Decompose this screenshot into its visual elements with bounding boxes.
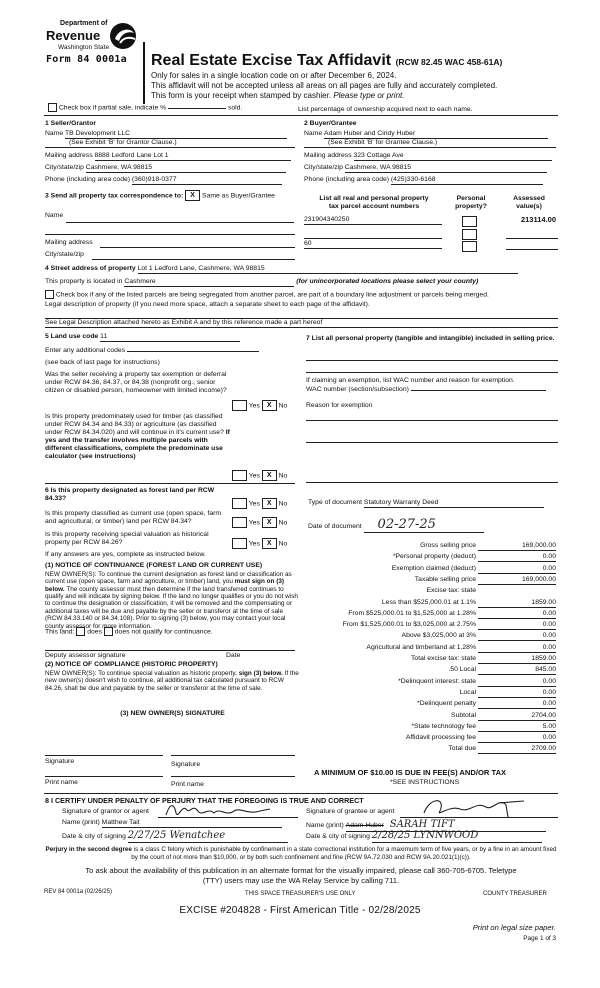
- seller-phone-field[interactable]: [132, 176, 282, 185]
- seller-mailing-field[interactable]: [95, 152, 291, 161]
- reason-line1: [306, 420, 558, 421]
- sec3-city-row: [45, 251, 84, 259]
- located-label: This property is located in: [45, 278, 123, 285]
- grantee-sig-row: [306, 808, 394, 816]
- seller-city-value: Cashmere, WA 98815: [85, 164, 153, 171]
- tax-row-label: Above $3,025,000 at 3%: [401, 632, 476, 640]
- header-divider: [143, 42, 145, 104]
- sec3-heading: 3 Send all property tax correspondence to:: [45, 192, 184, 200]
- notice1-a: NEW OWNER(S): To continue the current designation as forest land or classification as current use (open space, farm and agriculture, or timber) land, you: [45, 571, 292, 586]
- reason-line3: [306, 482, 558, 483]
- no-label: No: [278, 519, 288, 527]
- unincorporated-note: (for unincorporated locations please select your county): [296, 278, 479, 285]
- sec3-heading-row: [45, 190, 275, 201]
- tax-row-value[interactable]: 0.00: [478, 644, 556, 653]
- buyer-mailing-value: 323 Cottage Ave: [353, 152, 404, 159]
- grantor-name-value: Matthew Tait: [101, 819, 140, 826]
- rev-number: REV 84 0001a (02/26/25): [44, 889, 113, 895]
- tax-row: [306, 666, 556, 677]
- personal-header2: property?: [455, 203, 487, 211]
- tax-row: [306, 610, 556, 621]
- grantor-date-field[interactable]: [128, 830, 288, 843]
- q-historic: Is this property receiving special valuation as historical property per RCW 84.26?: [45, 531, 209, 547]
- exemption-label: If claiming an exemption, list WAC number and reason for exemption.: [306, 377, 515, 384]
- treasurer-only: THIS SPACE TREASURER'S USE ONLY: [245, 891, 356, 897]
- tax-row-label: Exemption claimed (deduct): [391, 564, 476, 572]
- tax-row: [306, 712, 556, 723]
- additional-codes-field[interactable]: [127, 351, 259, 352]
- tax-row-label: From $1,525,000.01 to $3,025,000 at 2.75%: [342, 621, 476, 629]
- tax-row-label: Total excise tax: state: [411, 655, 476, 662]
- yes-label: Yes: [248, 402, 260, 410]
- parcel-header1: List all real and personal property: [319, 195, 429, 202]
- sig-label-2: Signature: [171, 761, 201, 768]
- sec4-row: [45, 265, 518, 274]
- tax-row-value[interactable]: 0.00: [478, 678, 556, 687]
- no-label: No: [278, 500, 288, 508]
- doc-date-field[interactable]: [364, 517, 484, 533]
- form-title: [151, 52, 502, 71]
- q-timber-no[interactable]: X: [262, 470, 277, 481]
- sec3-city-line: [92, 259, 295, 260]
- assessed-3-line: [506, 249, 558, 250]
- segregated-row: [45, 290, 489, 299]
- tax-row-value[interactable]: 169,000.00: [478, 542, 556, 551]
- no-label: No: [278, 472, 288, 480]
- this-land-row: [45, 627, 213, 636]
- see-instructions: *SEE INSTRUCTIONS: [390, 779, 460, 786]
- sec3-name-row: [45, 212, 295, 220]
- personal-header: [446, 195, 496, 211]
- seller-city-row: [45, 164, 295, 173]
- located-row: [45, 278, 478, 287]
- seller-phone-value: (360)918-0377: [131, 176, 177, 183]
- tax-row-label: Affidavit processing fee: [405, 734, 476, 742]
- buyer-mailing-label: Mailing address: [304, 152, 352, 159]
- segregated-checkbox[interactable]: [45, 290, 54, 299]
- yes-label: Yes: [248, 472, 260, 480]
- notice2-body: [45, 670, 300, 692]
- seller-mailing-label: Mailing address: [45, 152, 93, 159]
- notice1-bold: must sign on (3) below.: [45, 578, 285, 593]
- tax-row: [306, 576, 556, 587]
- tax-row-label: Excise tax: state: [426, 587, 476, 595]
- tax-row-label: *Delinquent interest: state: [398, 677, 476, 685]
- q-historic-no[interactable]: X: [262, 538, 277, 549]
- q-timber-b: If yes and the transfer involves multiple parcels with different classifications, complete the predominate use calculator (see instructions): [45, 429, 230, 461]
- partial-sale-label: Check box if partial sale, indicate %: [58, 104, 167, 112]
- tax-row: [306, 621, 556, 632]
- tax-row: [306, 565, 556, 576]
- tax-row-label: Total due: [448, 745, 476, 753]
- sec3-name-line2: [45, 234, 295, 235]
- grantee-name-label: Name (print): [306, 822, 344, 829]
- notice1-title: (1) NOTICE OF CONTINUANCE (FOREST LAND OR CURRENT USE): [45, 562, 263, 569]
- buyer-mailing-row: [304, 152, 556, 161]
- grantee-date-field[interactable]: [372, 830, 542, 843]
- header-line3: [151, 91, 404, 100]
- tax-row-value[interactable]: 2709.00: [478, 745, 556, 754]
- notice1-b: The county assessor must then determine if the land transferred continues to qualify and will indicate by signing below. If the land no longer qualifies or you do not wish to continue the designation or classification, it will be removed and the compensating or additional taxes will be due and payable by the seller or transferor at the time of sale (RCW 84.33.140 or 84.34.108). Prior to signing (3) below, you may contact your local county assessor for more information.: [45, 585, 298, 630]
- wac-row: [306, 386, 546, 394]
- buyer-city-value: Cashmere, WA 98815: [344, 164, 412, 171]
- line3b: Please type or print.: [333, 91, 405, 100]
- q-exemption: Was the seller receiving a property tax exemption or deferral under RCW 84.36, 84.37, or 84.38 (nonprofit org., senior citizen or disabled person, homeowner with limited income)?: [45, 371, 227, 395]
- if-any-yes: If any answers are yes, complete as instructed below.: [45, 551, 206, 558]
- parcel-header: [304, 195, 444, 211]
- notice2-bold: sign (3) below.: [238, 670, 283, 677]
- land-use-value: 11: [100, 333, 108, 340]
- grantee-signature-scribble: [420, 795, 530, 821]
- buyer-name-row: [304, 130, 556, 139]
- grantee-date-label: Date & city of signing: [306, 833, 370, 840]
- buyer-phone-row: [304, 176, 556, 185]
- yes-label: Yes: [248, 540, 260, 548]
- seller-mailing-value: 8888 Ledford Lane Lot 1: [94, 152, 169, 159]
- does-not-label: does not qualify for continuance.: [114, 628, 213, 636]
- sec5-row: [45, 333, 240, 342]
- sig-label-1: Signature: [45, 758, 75, 765]
- q-timber-answer: [232, 470, 287, 481]
- see-back: (see back of last page for instructions): [45, 359, 160, 366]
- tax-row: [306, 553, 556, 564]
- doc-type-label: Type of document: [308, 499, 363, 506]
- seller-name2-field[interactable]: [45, 139, 295, 148]
- partial-sale: [48, 103, 242, 112]
- sec7-line2: [306, 372, 558, 373]
- legal-value: See Legal Description attached hereto as Exhibit A and by this reference made a part hereof: [45, 319, 323, 326]
- deputy-label: Deputy assessor signature: [45, 652, 126, 659]
- buyer-phone-field[interactable]: [391, 176, 543, 185]
- q-timber-yes[interactable]: [232, 470, 247, 481]
- dor-swirl-icon: [108, 21, 140, 51]
- ownership-note: List percentage of ownership acquired next to each name.: [298, 106, 473, 113]
- tax-row: [306, 678, 556, 689]
- tax-row-value[interactable]: 0.00: [478, 610, 556, 619]
- located-field[interactable]: [124, 278, 294, 287]
- sec3-mailing-row: [45, 239, 93, 247]
- buyer-name-field[interactable]: [324, 130, 548, 139]
- same-as-buyer-label: Same as Buyer/Grantee: [202, 192, 275, 200]
- no-label: No: [278, 540, 288, 548]
- page-number: Page 1 of 3: [523, 935, 556, 942]
- tax-row-label: From $525,000.01 to $1,525,000 at 1.28%: [348, 609, 476, 617]
- rule-top: [44, 115, 558, 116]
- sec3-mailing-label: Mailing address: [45, 239, 93, 246]
- q-forest-no[interactable]: X: [262, 498, 277, 509]
- tax-row-label: .50 Local: [448, 666, 476, 674]
- buyer-city-row: [304, 164, 556, 173]
- tax-row-value[interactable]: 845.00: [478, 666, 556, 675]
- tax-row-label: Taxable selling price: [414, 575, 476, 583]
- parcel-header2: tax parcel account numbers: [328, 203, 420, 211]
- tax-row-value[interactable]: 0.00: [478, 621, 556, 630]
- does-not-checkbox[interactable]: [104, 627, 113, 636]
- q-timber: [45, 413, 230, 461]
- grantee-date-value: 2/28/25 LYNNWOOD: [371, 830, 479, 841]
- sec7-line1: [306, 360, 558, 361]
- notice2-b: If the new owner(s) doesn't wish to continue, all additional tax calculated pursuant to RCW 84.26, shall be due and payable by the seller or transferor at the time of sale.: [45, 670, 299, 692]
- sec3-name-line: [66, 222, 294, 223]
- q-current-use: Is this property classified as current use (open space, farm and agricultural, or timber) land per RCW 84.34?: [45, 510, 222, 526]
- sec5-end-rule: [45, 483, 295, 484]
- accessibility-1: To ask about the availability of this publication in an alternate format for the visually impaired, please call 360-705-6705. Teletype: [85, 866, 517, 875]
- q-timber-a: Is this property predominately used for timber (as classified under RCW 84.34 and 84.33) or agriculture (as classified under RCW 84.34.020) and will continue in it's current use?: [45, 413, 224, 437]
- buyer-mailing-field[interactable]: [354, 152, 552, 161]
- tax-row-label: *State technology fee: [411, 722, 476, 730]
- q-forest-answer: [232, 498, 287, 509]
- q-exemption-yes[interactable]: [232, 400, 247, 411]
- buyer-name2-value: (See Exhibit 'B' for Grantee Clause.): [328, 139, 438, 146]
- parcel-row-3[interactable]: [304, 240, 442, 249]
- parcel-row-1[interactable]: [304, 216, 442, 225]
- grantee-sig-label: Signature of grantee or agent: [306, 808, 395, 815]
- print-label-2: Print name: [171, 781, 204, 788]
- street-address-value: Lot 1 Ledford Lane, Cashmere, WA 98815: [137, 265, 265, 272]
- tax-row-value[interactable]: 2704.00: [478, 712, 556, 721]
- perjury-text: is a class C felony which is punishable by confinement in a state correctional institution for a maximum term of five years, or by a fine in an amount fixed by the court of not more than $10,000, or by both such confinement and fine (RCW 9A.72.030 and RCW 9A.20.021(1)(c)).: [131, 846, 557, 861]
- tax-row-value[interactable]: 0.00: [478, 632, 556, 641]
- dept-line3: Washington State: [58, 44, 110, 51]
- partial-sale-checkbox[interactable]: [48, 103, 57, 112]
- q-historic-yes[interactable]: [232, 538, 247, 549]
- seller-city-field[interactable]: [86, 164, 286, 173]
- yes-label: Yes: [248, 519, 260, 527]
- excise-stamp: EXCISE #204828 - First American Title - 02/28/2025: [179, 905, 421, 916]
- tax-row-label: Gross selling price: [420, 542, 476, 549]
- personal-3-checkbox[interactable]: [462, 241, 477, 252]
- notice1-body: [45, 571, 300, 630]
- tax-row-value[interactable]: 0.00: [478, 565, 556, 574]
- tax-row: [306, 723, 556, 734]
- tax-row-label: Local: [459, 688, 476, 696]
- county-treasurer: COUNTY TREASURER: [483, 891, 547, 897]
- print-line-2: [171, 776, 295, 777]
- tax-row-label: Subtotal: [451, 711, 476, 719]
- q-exemption-no[interactable]: X: [262, 400, 277, 411]
- grantor-name-field[interactable]: [102, 819, 282, 828]
- perjury-bold: Perjury in the second degree: [45, 846, 132, 853]
- this-land-label: This land:: [45, 628, 75, 636]
- q-current-use-answer: [232, 517, 287, 528]
- tax-row: [306, 689, 556, 700]
- sec3-name-label: Name: [45, 212, 64, 219]
- grantee-name-struck: Adam Huber: [345, 822, 384, 829]
- grantor-date-value: 2/27/25 Wenatchee: [127, 830, 226, 841]
- does-checkbox[interactable]: [76, 627, 85, 636]
- doc-type-row: [308, 499, 544, 508]
- parcel-1-value: 231904340250: [304, 216, 350, 223]
- q-current-use-no[interactable]: X: [262, 517, 277, 528]
- tax-row-value[interactable]: 1859.00: [478, 655, 556, 664]
- form-number: Form 84 0001a: [46, 54, 127, 65]
- notice2-title: (2) NOTICE OF COMPLIANCE (HISTORIC PROPERTY): [45, 661, 218, 668]
- deputy-date-label: Date: [226, 652, 241, 659]
- seller-name-field[interactable]: [65, 130, 287, 139]
- partial-sale-sold: sold.: [227, 104, 243, 112]
- deputy-line: [45, 650, 295, 651]
- tax-row-label: *Delinquent penalty: [417, 700, 476, 708]
- assessed-2-line: [506, 238, 558, 239]
- sec3-mailing-line: [100, 247, 295, 248]
- accessibility-2: (TTY) users may use the WA Relay Service by calling 711.: [202, 876, 400, 885]
- sec3-city-label: City/state/zip: [45, 251, 84, 258]
- parcel-3-value: 60: [304, 240, 312, 247]
- buyer-name-label: Name: [304, 130, 323, 137]
- tax-row-label: Less than $525,000.01 at 1.1%: [381, 598, 476, 606]
- personal-2-checkbox[interactable]: [462, 229, 477, 240]
- tax-row-value[interactable]: 0.00: [478, 700, 556, 709]
- q-forest-yes[interactable]: [232, 498, 247, 509]
- doc-date-row: [308, 517, 484, 533]
- reason-line2: [306, 442, 558, 443]
- tax-row-label: Agricultural and timberland at 1.28%: [366, 643, 476, 651]
- doc-type-field[interactable]: [364, 499, 544, 508]
- located-value: Cashmere: [124, 278, 156, 285]
- tax-row-value[interactable]: 5.00: [478, 723, 556, 732]
- title-text: Real Estate Excise Tax Affidavit: [151, 52, 392, 69]
- parcel-row-2: [304, 238, 442, 239]
- buyer-phone-label: Phone (including area code): [304, 176, 390, 183]
- seller-name-label: Name: [45, 130, 64, 137]
- sec8-top-rule: [44, 793, 558, 794]
- street-address-field[interactable]: [138, 265, 518, 274]
- tax-row-value[interactable]: 0.00: [478, 553, 556, 562]
- grantor-date-row: [62, 830, 288, 843]
- doc-date-label: Date of document: [308, 523, 362, 530]
- tax-row-label: *Personal property (deduct): [392, 553, 476, 561]
- sec4-heading: 4 Street address of property: [45, 265, 136, 272]
- additional-codes-label: Enter any additional codes: [45, 347, 126, 354]
- tax-row: [306, 587, 556, 598]
- legal-paper-note: Print on legal size paper.: [472, 923, 556, 932]
- grantee-date-row: [306, 830, 542, 843]
- does-label: does: [87, 628, 102, 636]
- sec7-heading-text: 7 List all personal property (tangible and intangible) included in selling price.: [306, 335, 555, 342]
- grantor-sig-row: [62, 808, 149, 816]
- assessed-header: [500, 195, 558, 211]
- buyer-heading: 2 Buyer/Grantee: [304, 120, 357, 127]
- buyer-name-value: Adam Huber and Cindy Huber: [324, 130, 416, 137]
- title-rcw: (RCW 82.45 WAC 458-61A): [395, 57, 503, 67]
- assessed-header2: value(s): [516, 203, 542, 211]
- buyer-city-label: City/state/zip: [304, 164, 343, 171]
- seller-mailing-row: [45, 152, 295, 161]
- assessed-header1: Assessed: [513, 195, 545, 202]
- reason-label: Reason for exemption: [306, 402, 373, 409]
- header-line1: Only for sales in a single location code on or after December 6, 2024.: [151, 71, 397, 80]
- print-line-1: [45, 776, 163, 777]
- q-exemption-answer: [232, 400, 287, 411]
- grantor-signature-scribble: [164, 799, 274, 821]
- wac-label: WAC number (section/subsection): [306, 386, 409, 393]
- seller-phone-row: [45, 176, 295, 185]
- seller-name-row: [45, 130, 295, 139]
- seller-phone-label: Phone (including area code): [45, 176, 131, 183]
- dor-logo: [44, 20, 142, 74]
- grantor-name-label: Name (print): [62, 819, 100, 826]
- legal-field[interactable]: [45, 319, 558, 328]
- land-use-field[interactable]: [100, 333, 240, 342]
- new-owner-sig-line-1: [45, 755, 163, 756]
- grantee-name-hand: SARAH TIFT: [389, 819, 455, 830]
- tax-row: [306, 655, 556, 666]
- additional-codes: [45, 347, 259, 355]
- sec8-heading: 8 I CERTIFY UNDER PENALTY OF PERJURY THAT THE FOREGOING IS TRUE AND CORRECT: [45, 796, 364, 805]
- yes-label: Yes: [248, 500, 260, 508]
- assessed-1: 213114.00: [520, 215, 556, 224]
- seller-name2-value: (See Exhibit 'B' for Grantor Clause.): [69, 139, 177, 146]
- seller-city-label: City/state/zip: [45, 164, 84, 171]
- partial-sale-pct[interactable]: [168, 108, 226, 109]
- grantor-name-row: [62, 819, 282, 828]
- seller-name-value: TB Development LLC: [65, 130, 131, 137]
- segregated-label: Check box if any of the listed parcels are being segregated from another parcel, are part of a boundary line adjustment or parcels being merged.: [55, 291, 489, 299]
- sec7-heading: [306, 335, 556, 343]
- grantor-sig-label: Signature of grantor or agent: [62, 808, 149, 815]
- personal-header1: Personal: [456, 195, 486, 202]
- tax-row: [306, 542, 556, 553]
- sec6-heading: 6 Is this property designated as forest land per RCW 84.33?: [45, 487, 215, 503]
- tax-row-value[interactable]: 1859.00: [478, 599, 556, 608]
- header-line2: This affidavit will not be accepted unless all areas on all pages are fully and accurately completed.: [151, 81, 498, 90]
- tax-row: [306, 745, 556, 756]
- print-label-1: Print name: [45, 779, 78, 786]
- sig-heading: (3) NEW OWNER(S) SIGNATURE: [120, 710, 225, 717]
- legal-label: Legal description of property (if you need more space, attach a separate sheet to each page of the affidavit).: [45, 301, 370, 308]
- same-as-buyer-checkbox[interactable]: X: [185, 190, 200, 201]
- tax-row: [306, 700, 556, 711]
- sec5-heading: 5 Land use code: [45, 333, 99, 340]
- dept-line1: Department of: [60, 20, 108, 27]
- buyer-name2-field[interactable]: [304, 139, 556, 148]
- doc-type-value: Statutory Warranty Deed: [363, 499, 439, 506]
- tax-row: [306, 632, 556, 643]
- q-current-use-yes[interactable]: [232, 517, 247, 528]
- q-historic-answer: [232, 538, 287, 549]
- tax-row: [306, 734, 556, 745]
- grantor-date-label: Date & city of signing: [62, 833, 126, 840]
- seller-heading: 1 Seller/Grantor: [45, 120, 96, 127]
- line3a: This form is your receipt when stamped by cashier.: [151, 91, 332, 100]
- tax-row: [306, 599, 556, 610]
- tax-row-value[interactable]: 169,000.00: [478, 576, 556, 585]
- doc-date-value: 02-27-25: [377, 517, 436, 532]
- tax-row-value[interactable]: 0.00: [478, 689, 556, 698]
- buyer-city-field[interactable]: [345, 164, 547, 173]
- no-label: No: [278, 402, 288, 410]
- wac-field[interactable]: [411, 390, 546, 391]
- tax-row-value[interactable]: 0.00: [478, 734, 556, 743]
- perjury-notice: [44, 846, 558, 861]
- new-owner-sig-line-2: [171, 755, 295, 756]
- buyer-phone-value: (425)330-6168: [390, 176, 436, 183]
- dept-line2: Revenue: [46, 28, 101, 43]
- notice2-a: NEW OWNER(S): To continue special valuation as historic property,: [45, 670, 237, 677]
- minimum-due: A MINIMUM OF $10.00 IS DUE IN FEE(S) AND/OR TAX: [314, 768, 507, 777]
- personal-1-checkbox[interactable]: [462, 216, 477, 227]
- tax-row: [306, 644, 556, 655]
